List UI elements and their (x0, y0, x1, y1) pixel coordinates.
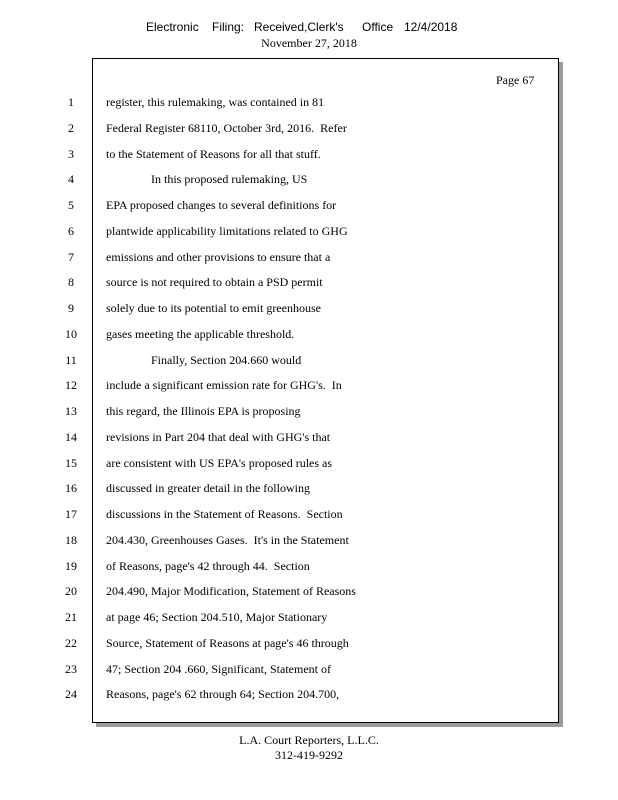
transcript-line-text: discussed in greater detail in the following (106, 481, 310, 495)
reporter-company: L.A. Court Reporters, L.L.C. (239, 733, 379, 747)
line-number: 5 (68, 198, 74, 212)
page-number: Page 67 (496, 73, 535, 87)
line-number: 15 (65, 456, 77, 470)
transcript-line-text: Reasons, page's 62 through 64; Section 204.700, (106, 687, 340, 701)
transcript-line-text: Federal Register 68110, October 3rd, 2016. Refer (106, 121, 347, 135)
line-number: 21 (65, 610, 77, 624)
line-number: 6 (68, 224, 74, 238)
transcript-line-text: source is not required to obtain a PSD permit (106, 275, 323, 289)
filing-label: Filing: (212, 20, 245, 34)
transcript-line-text: register, this rulemaking, was contained in 81 (106, 95, 325, 109)
line-number: 8 (68, 275, 74, 289)
line-number: 2 (68, 121, 74, 135)
transcript-line-text: EPA proposed changes to several definitions for (106, 198, 337, 212)
filing-office-label: Office (362, 20, 394, 34)
electronic-filing-header (0, 20, 618, 36)
filing-received-label: Received,Clerk's (254, 20, 344, 34)
transcript-line-text: discussions in the Statement of Reasons. Section (106, 507, 343, 521)
transcript-line-text: revisions in Part 204 that deal with GHG's that (106, 430, 331, 444)
reporter-phone: 312-419-9292 (275, 748, 343, 762)
line-number: 18 (65, 533, 77, 547)
transcript-line-text: are consistent with US EPA's proposed rules as (106, 456, 333, 470)
transcript-line-text: to the Statement of Reasons for all that stuff. (106, 147, 321, 161)
hearing-date: November 27, 2018 (261, 36, 357, 50)
transcript-line-text: Source, Statement of Reasons at page's 46 through (106, 636, 349, 650)
transcript-line-text: emissions and other provisions to ensure that a (106, 250, 331, 264)
line-number: 3 (68, 147, 74, 161)
transcript-line-text: Finally, Section 204.660 would (106, 353, 302, 367)
line-number: 9 (68, 301, 74, 315)
transcript-line-text: In this proposed rulemaking, US (106, 172, 308, 186)
line-number: 10 (65, 327, 77, 341)
line-number: 22 (65, 636, 77, 650)
line-number: 20 (65, 584, 77, 598)
transcript-line-text: 47; Section 204 .660, Significant, Statement of (106, 662, 331, 676)
line-number: 16 (65, 481, 77, 495)
transcript-line-text: this regard, the Illinois EPA is proposing (106, 404, 301, 418)
transcript-line-text: 204.490, Major Modification, Statement of Reasons (106, 584, 356, 598)
line-number: 13 (65, 404, 77, 418)
line-number: 19 (65, 559, 77, 573)
line-number: 23 (65, 662, 77, 676)
line-number: 7 (68, 250, 74, 264)
transcript-line-text: at page 46; Section 204.510, Major Stationary (106, 610, 328, 624)
line-number: 24 (65, 687, 77, 701)
line-number: 4 (68, 172, 74, 186)
transcript-line-text: of Reasons, page's 42 through 44. Section (106, 559, 310, 573)
line-number: 1 (68, 95, 74, 109)
filing-stamp-date: 12/4/2018 (404, 20, 458, 34)
transcript-line-text: include a significant emission rate for GHG's. In (106, 378, 342, 392)
line-number: 14 (65, 430, 77, 444)
line-number: 11 (65, 353, 77, 367)
transcript-line-text: plantwide applicability limitations related to GHG (106, 224, 348, 238)
line-number: 17 (65, 507, 77, 521)
line-number: 12 (65, 378, 77, 392)
transcript-line-text: gases meeting the applicable threshold. (106, 327, 295, 341)
transcript-line-text: 204.430, Greenhouses Gases. It's in the Statement (106, 533, 349, 547)
transcript-line-text: solely due to its potential to emit greenhouse (106, 301, 321, 315)
filing-electronic-label: Electronic (146, 20, 199, 34)
